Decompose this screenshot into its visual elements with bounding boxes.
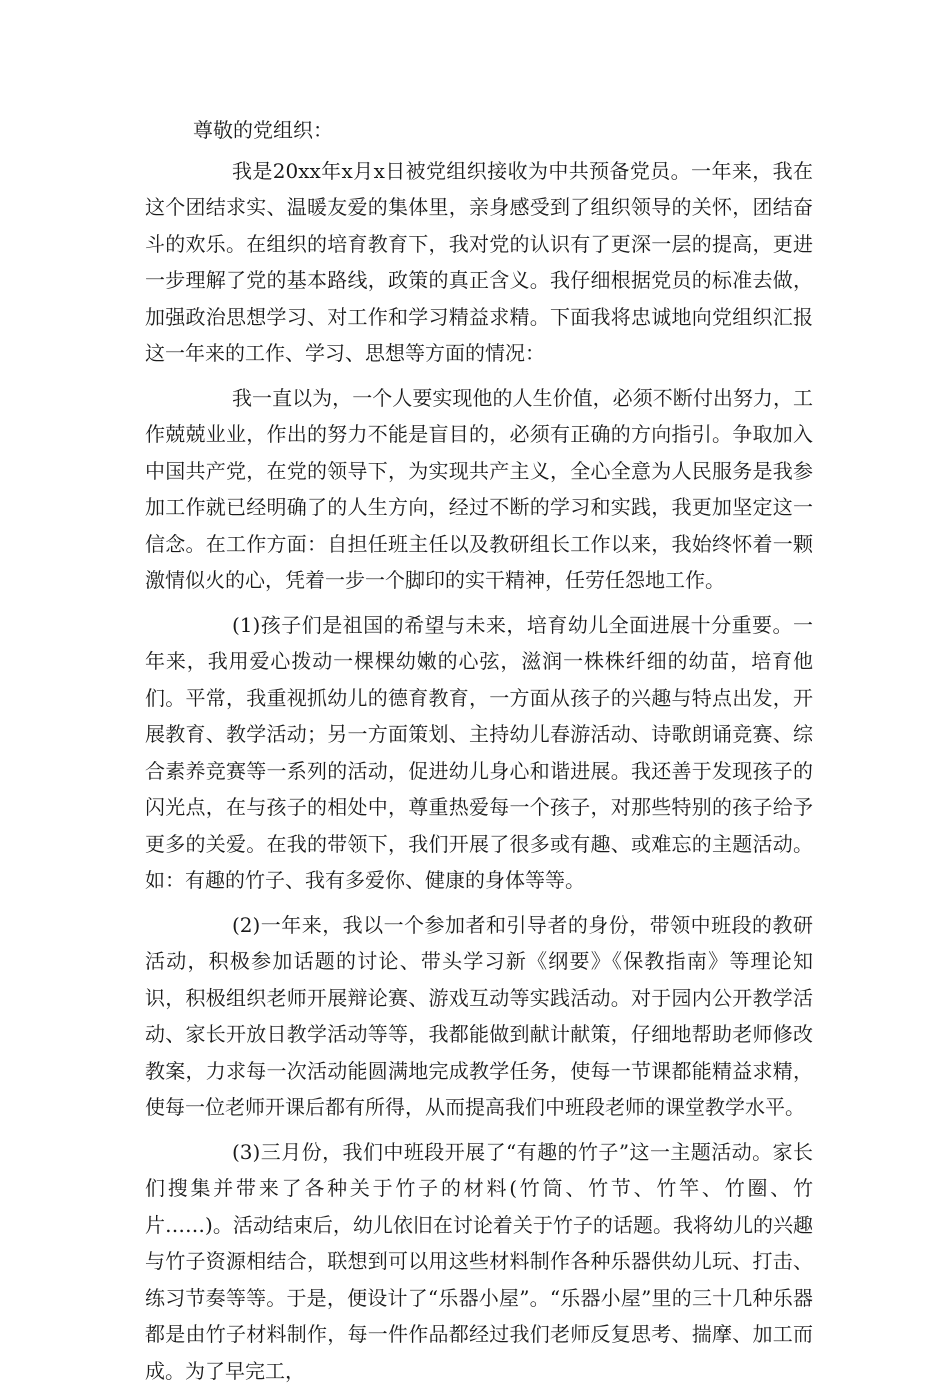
salutation: 尊敬的党组织： — [193, 118, 333, 142]
paragraph-item-3: (3)三月份，我们中班段开展了“有趣的竹子”这一主题活动。家长们搜集并带来了各种关于竹子的材料(竹筒、竹节、竹竿、竹圈、竹片……)。活动结束后，幼儿依旧在讨论着关于竹子的话题。我将幼儿的兴趣与竹子资源相结合，联想到可以用这些材料制作各种乐器供幼儿玩、打击、练习节奏等等。于是，便设计了“乐器小屋”。“乐器小屋”里的三十几种乐器都是由竹子材料制作，每一件作品都经过我们老师反复思考、揣摩、加工而成。为了早完工， — [145, 1139, 813, 1383]
document-body — [145, 112, 813, 1397]
paragraph-values: 我一直以为，一个人要实现他的人生价值，必须不断付出努力，工作兢兢业业，作出的努力不能是盲目的，必须有正确的方向指引。争取加入中国共产党，在党的领导下，为实现共产主义，全心全意为人民服务是我参加工作就已经明确了的人生方向，经过不断的学习和实践，我更加坚定这一信念。在工作方面：自担任班主任以及教研组长工作以来，我始终怀着一颗激情似火的心，凭着一步一个脚印的实干精神，任劳任怨地工作。 — [145, 385, 813, 592]
paragraph-item-2: (2)一年来，我以一个参加者和引导者的身份，带领中班段的教研活动，积极参加话题的讨论、带头学习新《纲要》《保教指南》等理论知识，积极组织老师开展辩论赛、游戏互动等实践活动。对于园内公开教学活动、家长开放日教学活动等等，我都能做到献计献策，仔细地帮助老师修改教案，力求每一次活动能圆满地完成教学任务，使每一节课都能精益求精，使每一位老师开课后都有所得，从而提高我们中班段老师的课堂教学水平。 — [145, 912, 813, 1119]
paragraph-intro: 我是20xx年x月x日被党组织接收为中共预备党员。一年来，我在这个团结求实、温暖友爱的集体里，亲身感受到了组织领导的关怀，团结奋斗的欢乐。在组织的培育教育下，我对党的认识有了更深一层的提高，更进一步理解了党的基本路线，政策的真正含义。我仔细根据党员的标准去做，加强政治思想学习、对工作和学习精益求精。下面我将忠诚地向党组织汇报这一年来的工作、学习、思想等方面的情况： — [145, 158, 813, 365]
paragraph-item-1: (1)孩子们是祖国的希望与未来，培育幼儿全面进展十分重要。一年来，我用爱心拨动一棵棵幼嫩的心弦，滋润一株株纤细的幼苗，培育他们。平常，我重视抓幼儿的德育教育，一方面从孩子的兴趣与特点出发，开展教育、教学活动；另一方面策划、主持幼儿春游活动、诗歌朗诵竞赛、综合素养竞赛等一系列的活动，促进幼儿身心和谐进展。我还善于发现孩子的闪光点，在与孩子的相处中，尊重热爱每一个孩子，对那些特别的孩子给予更多的关爱。在我的带领下，我们开展了很多或有趣、或难忘的主题活动。如：有趣的竹子、我有多爱你、健康的身体等等。 — [145, 612, 813, 892]
